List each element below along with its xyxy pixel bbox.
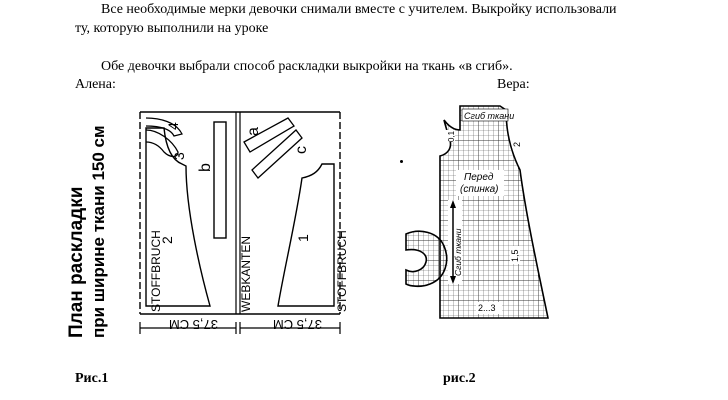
- stray-dot: [400, 160, 403, 163]
- piece-number-1: 1: [295, 234, 311, 242]
- figure-2-pattern: [398, 100, 558, 330]
- piece-letter-b: b: [197, 163, 214, 172]
- selvage-label: WEBKANTEN: [239, 235, 253, 312]
- dimension-left: 37,5 CM: [168, 317, 218, 332]
- piece-letter-c: c: [293, 146, 310, 154]
- fold-label-side: Сгиб ткани: [453, 228, 463, 276]
- label-vera: Вера:: [497, 77, 530, 92]
- mark-bottom: 2...3: [478, 303, 496, 313]
- mark-side: 2: [512, 141, 522, 147]
- fold-label-top: Сгиб ткани: [464, 111, 515, 121]
- figure-2-caption: рис.2: [443, 371, 476, 386]
- mark-top: 0,1: [447, 130, 456, 142]
- figure-1-title-line-2: при ширине ткани 150 см: [89, 125, 108, 338]
- piece-number-2: 2: [159, 236, 175, 244]
- pattern-strip-b: [214, 122, 226, 238]
- paragraph-2: Обе девочки выбрали способ раскладки выкройки на ткань «в сгиб».: [101, 59, 513, 74]
- piece-number-4: 4: [165, 122, 181, 130]
- fold-label-left: STOFFBRUCH: [149, 230, 163, 312]
- piece-number-3: 3: [171, 152, 187, 160]
- label-alena: Алена:: [75, 77, 116, 92]
- figure-1-caption: Рис.1: [75, 371, 109, 386]
- mark-right: 1,5: [510, 249, 520, 262]
- front-label-line-2: (спинка): [460, 184, 499, 195]
- piece-letter-a: a: [245, 127, 262, 136]
- figure-1-title-line-1: План раскладки: [66, 186, 87, 338]
- paragraph-1-line-2: ту, которую выполнили на уроке: [75, 21, 269, 36]
- dimension-right: 37,5 CM: [272, 317, 322, 332]
- paragraph-1-line-1: Все необходимые мерки девочки снимали вместе с учителем. Выкройку использовали: [101, 2, 617, 17]
- figure-1-layout: [60, 100, 360, 350]
- front-label-line-1: Перед: [464, 172, 494, 183]
- fold-label-right: STOFFBRUCH: [335, 230, 349, 312]
